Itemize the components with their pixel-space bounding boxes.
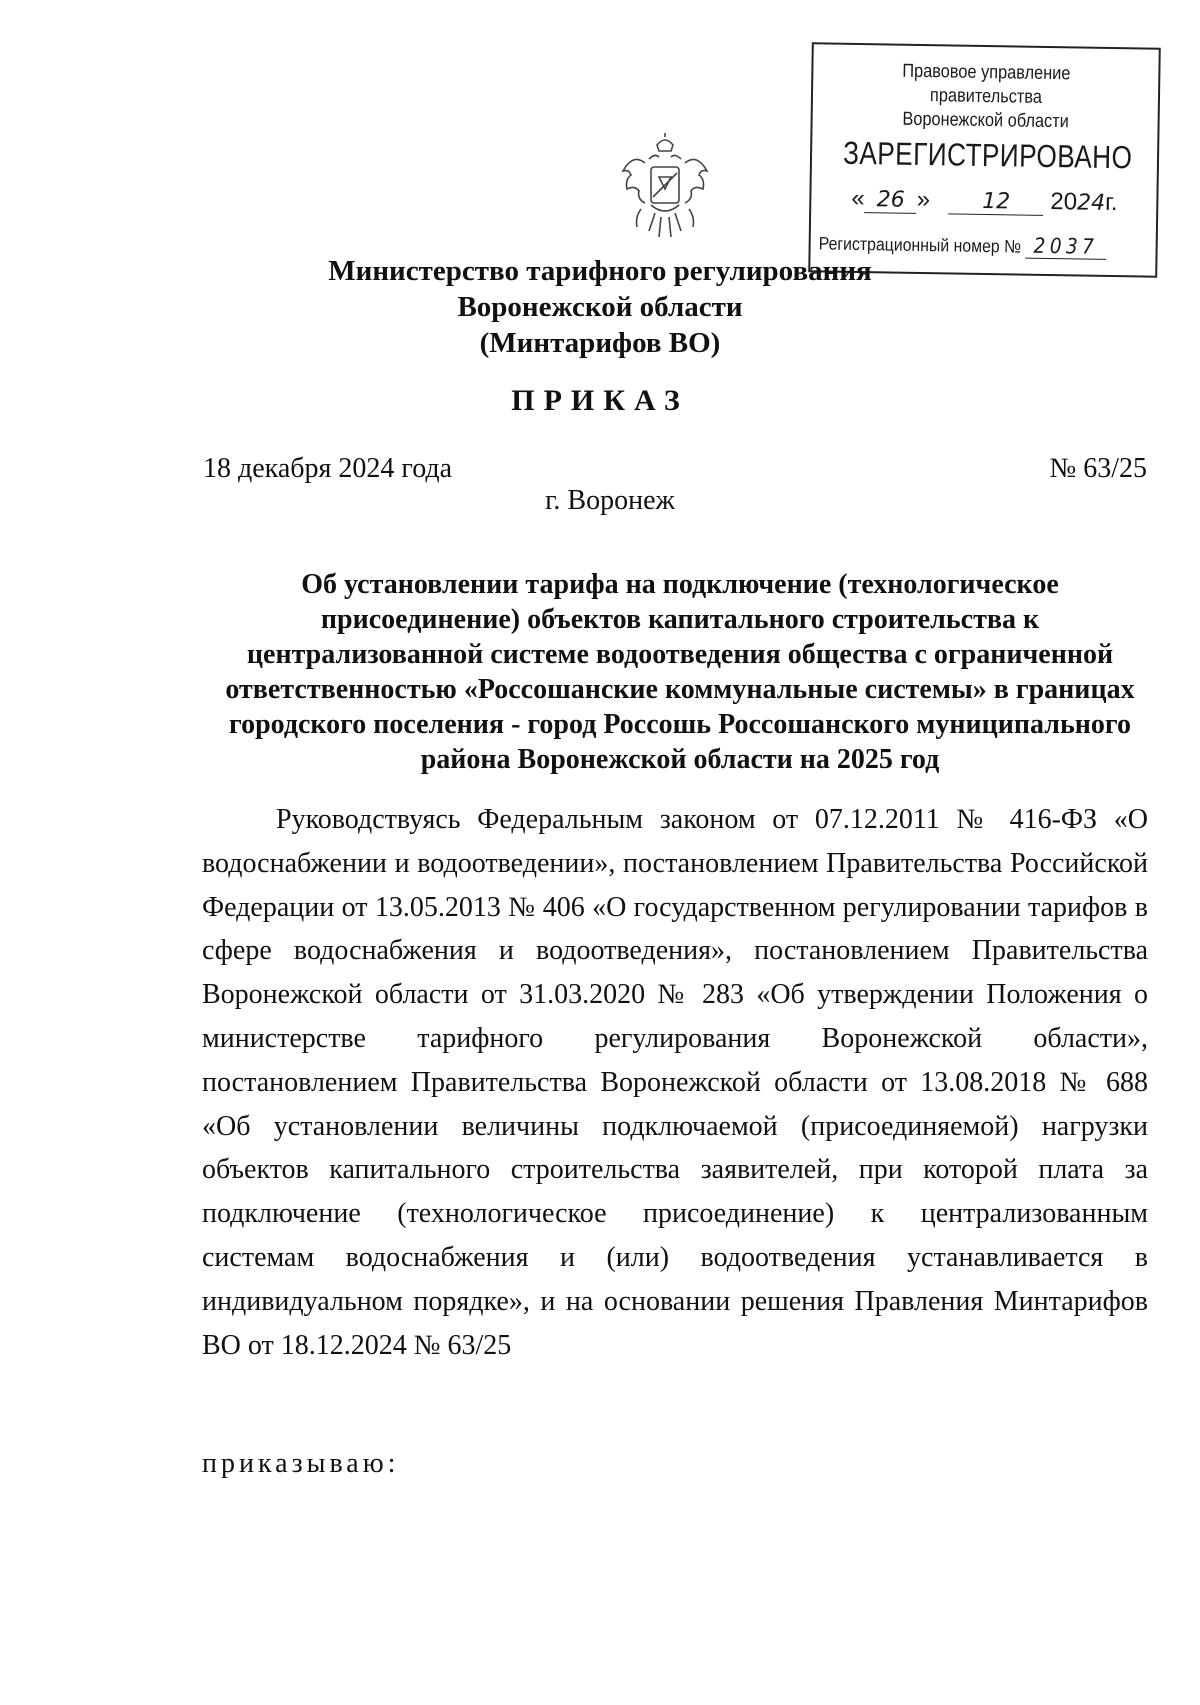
document-city: г. Воронеж <box>545 485 675 516</box>
stamp-day: 26 <box>865 187 917 214</box>
stamp-year-unit: г. <box>1104 188 1118 217</box>
closing-statement: приказываю: <box>202 1448 400 1479</box>
ministry-name <box>100 253 1100 361</box>
stamp-year-prefix: 20 <box>1050 188 1078 216</box>
stamp-reg-number-value: 2037 <box>1025 234 1106 260</box>
document-subject: Об установлении тарифа на подключение (технологическое присоединение) объектов капитального строительства к централизованной системе водоотведения общества с ограниченной ответственностью «Россошанские коммунальные системы» в границах городского поселения - город Россошь Россошанского муниципального района Воронежской области на 2025 год <box>225 569 1135 775</box>
document-date: 18 декабря 2024 года <box>203 453 453 484</box>
coat-of-arms-icon <box>615 133 715 243</box>
ministry-line-2: Воронежской области <box>457 291 743 323</box>
stamp-status: ЗАРЕГИСТРИРОВАНО <box>842 134 1133 176</box>
ministry-line-3: (Минтарифов ВО) <box>479 327 721 359</box>
ministry-line-1: Министерство тарифного регулирования <box>328 255 872 287</box>
document-number: № 63/25 <box>1049 453 1147 484</box>
stamp-organization: Правовое управление правительства Воронежской области <box>902 60 1071 133</box>
document-type: ПРИКАЗ <box>511 384 689 417</box>
stamp-year-suffix: 24 <box>1076 190 1106 216</box>
stamp-month: 12 <box>949 188 1044 215</box>
stamp-date: « 26 » 12 2024г. <box>851 184 1118 217</box>
stamp-reg-number-label: Регистрационный номер № <box>818 233 1022 257</box>
document-body: Руководствуясь Федеральным законом от 07.12.2011 № 416-ФЗ «О водоснабжении и водоотведении», постановлением Правительства Российской Федерации от 13.05.2013 № 406 «О государственном регулировании тарифов в сфере водоснабжения и водоотведения», постановлением Правительства Воронежской области от 31.03.2020 № 283 «Об утверждении Положения о министерстве тарифного регулирования Воронежской области», постановлением Правительства Воронежской области от 13.08.2018 № 688 «Об установлении величины подключаемой (присоединяемой) нагрузки объектов капитального строительства заявителей, при которой плата за подключение (технологическое присоединение) к централизованным системам водоснабжения и (или) водоотведения устанавливается в индивидуальном порядке», и на основании решения Правления Минтарифов ВО от 18.12.2024 № 63/25 <box>202 804 1148 1361</box>
registration-stamp <box>808 42 1161 277</box>
